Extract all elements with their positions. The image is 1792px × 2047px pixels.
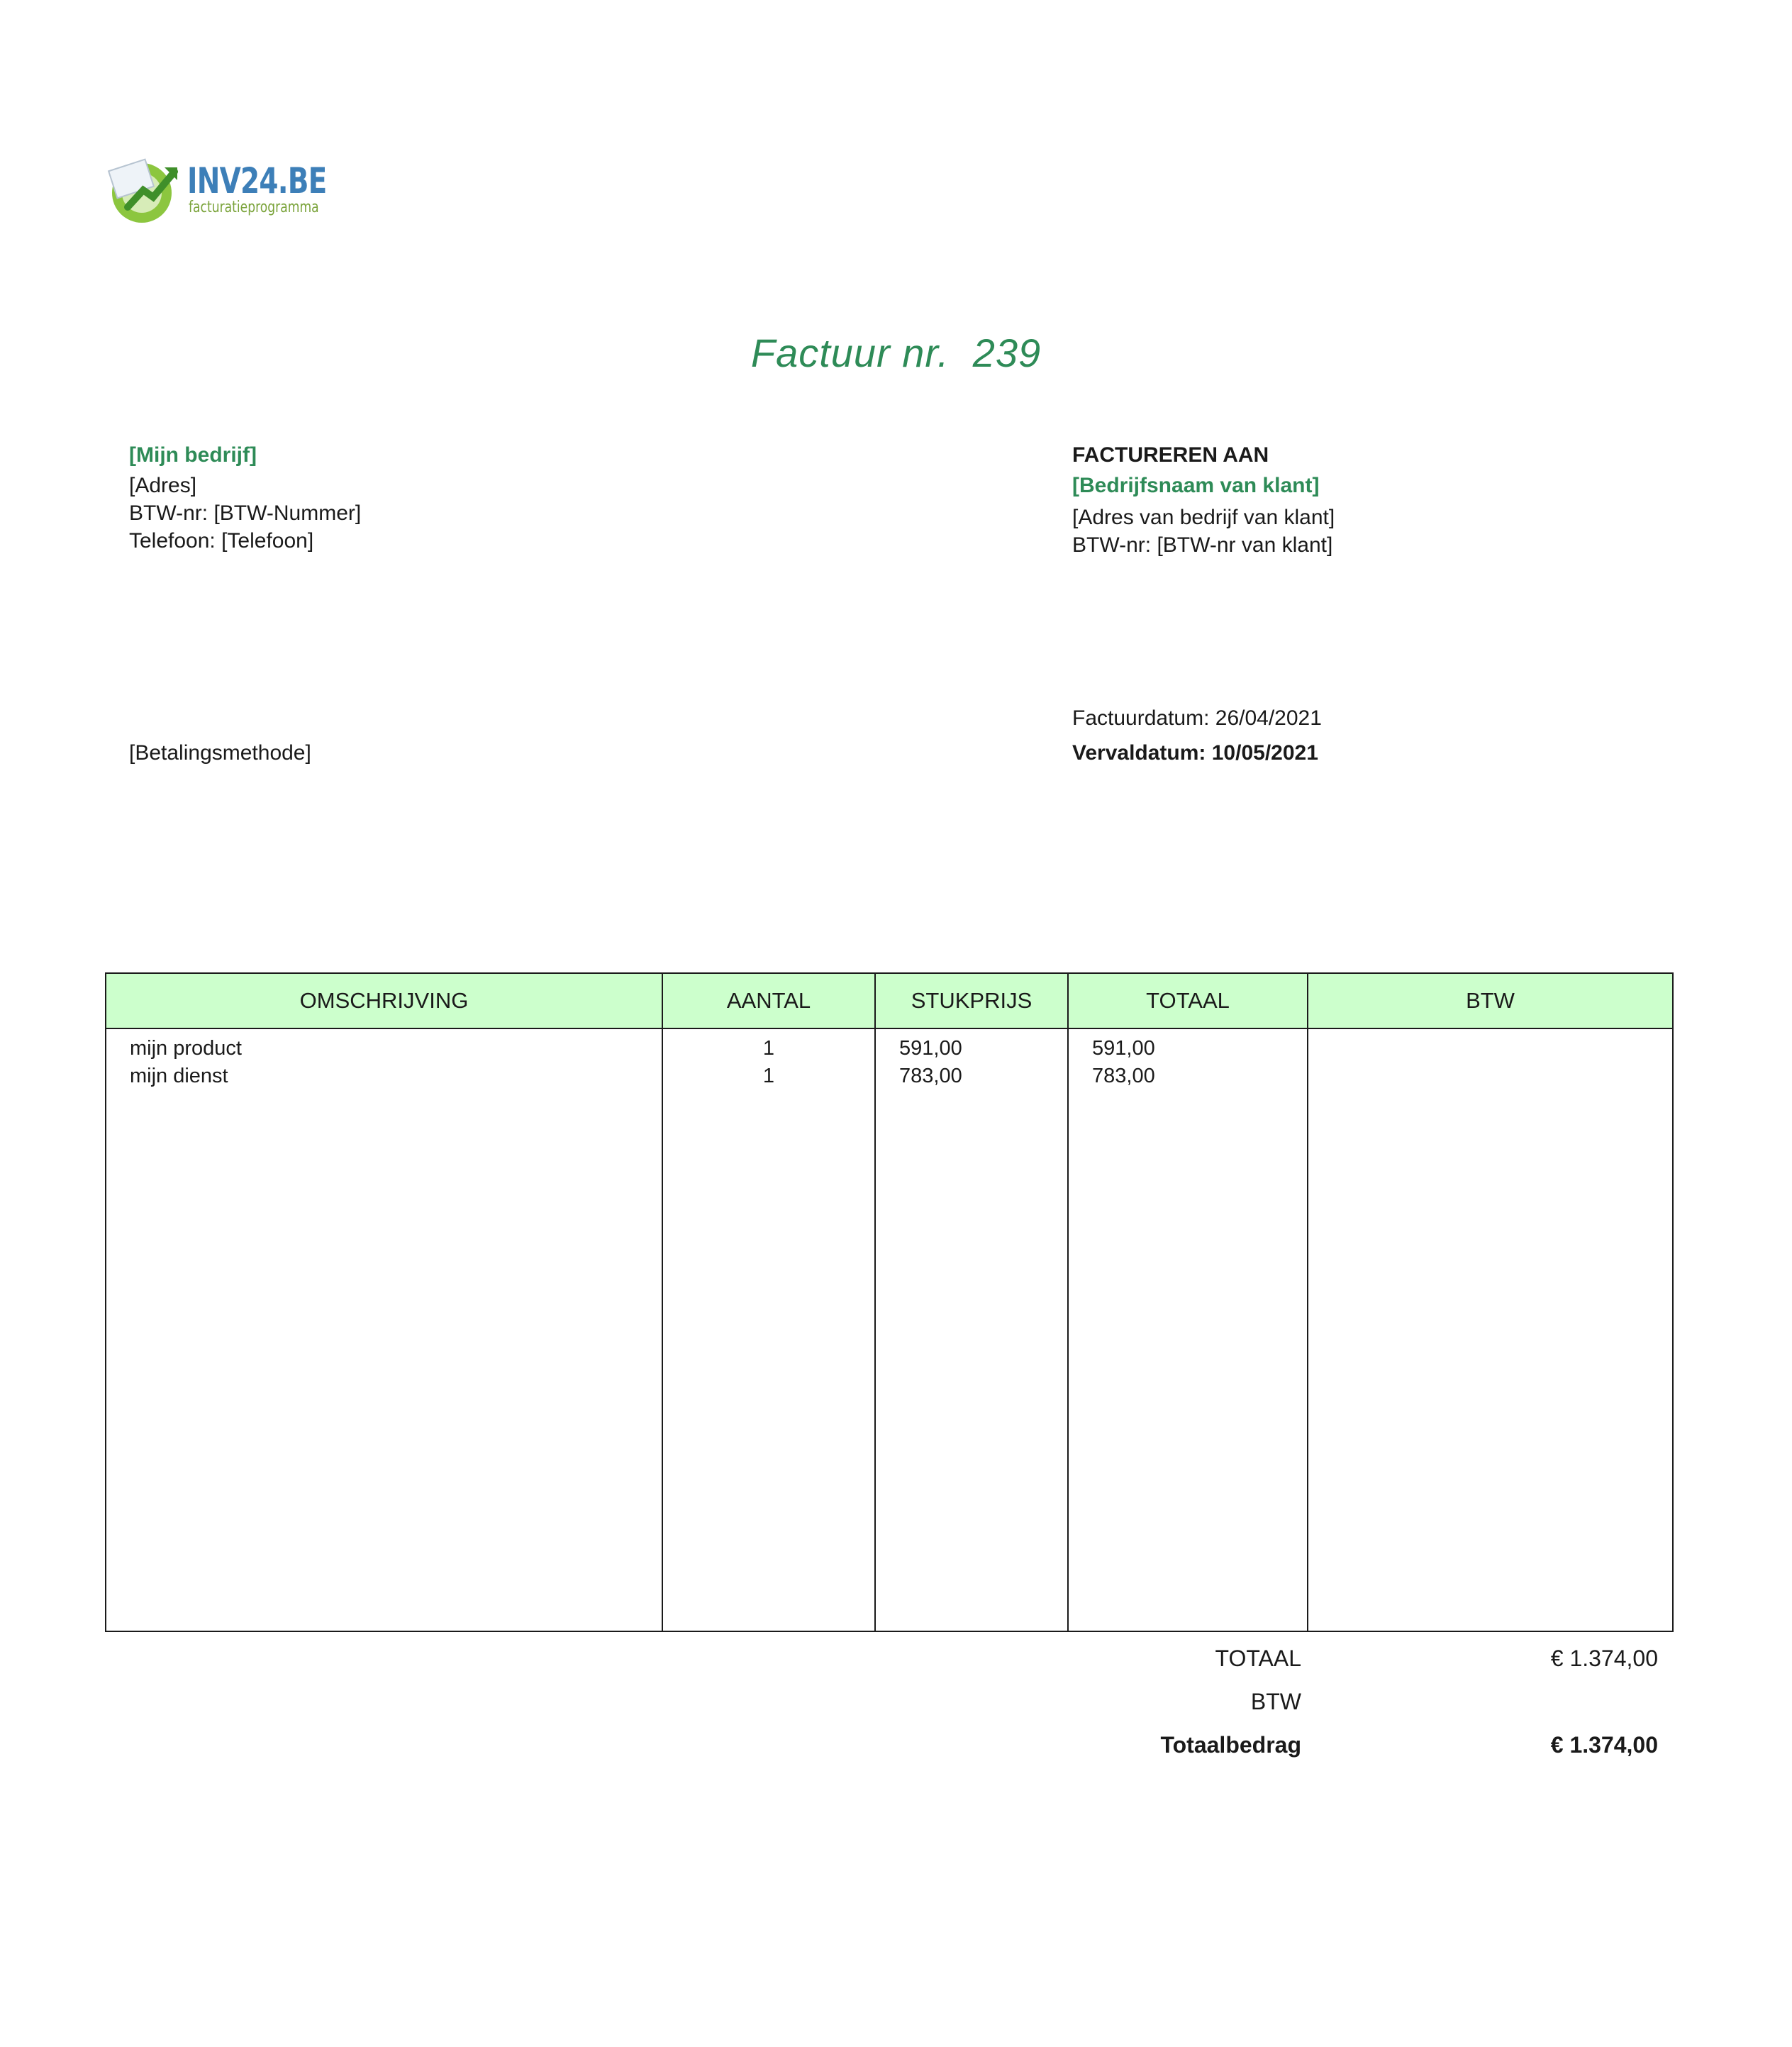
vat-label: BTW bbox=[1250, 1689, 1301, 1714]
row-1-unit-price: 591,00 bbox=[899, 1037, 962, 1060]
logo-tagline: facturatieprogramma bbox=[189, 199, 319, 216]
vat-column bbox=[1308, 1028, 1673, 1631]
row-1-total: 591,00 bbox=[1092, 1037, 1155, 1060]
table-body bbox=[106, 1028, 1673, 1631]
invoice-date: Factuurdatum: 26/04/2021 bbox=[1072, 706, 1322, 730]
subtotal-value: € 1.374,00 bbox=[1550, 1646, 1658, 1671]
buyer-vat: BTW-nr: [BTW-nr van klant] bbox=[1072, 533, 1333, 557]
header-total: TOTAAL bbox=[1068, 973, 1308, 1028]
row-2-description: mijn dienst bbox=[130, 1065, 228, 1087]
header-quantity: AANTAL bbox=[662, 973, 875, 1028]
grand-total-label: Totaalbedrag bbox=[1160, 1732, 1301, 1758]
unit-price-column bbox=[875, 1028, 1068, 1631]
row-1-description: mijn product bbox=[130, 1037, 242, 1060]
quantity-column bbox=[662, 1028, 875, 1631]
row-2-total: 783,00 bbox=[1092, 1065, 1155, 1087]
logo-name: INV24.BE bbox=[187, 160, 327, 201]
header-vat: BTW bbox=[1308, 973, 1673, 1028]
seller-address: [Adres] bbox=[129, 474, 197, 497]
invoice-items-table bbox=[105, 972, 1674, 1632]
logo-icon bbox=[106, 155, 184, 226]
description-column bbox=[106, 1028, 662, 1631]
row-1-quantity: 1 bbox=[762, 1037, 775, 1060]
row-2-quantity: 1 bbox=[762, 1065, 775, 1087]
invoice-title bbox=[0, 330, 1792, 376]
table-header-row bbox=[106, 973, 1673, 1028]
total-column bbox=[1068, 1028, 1308, 1631]
company-logo bbox=[106, 155, 327, 226]
invoice-number: 239 bbox=[972, 331, 1042, 375]
grand-total-value: € 1.374,00 bbox=[1550, 1732, 1658, 1758]
buyer-address: [Adres van bedrijf van klant] bbox=[1072, 506, 1335, 529]
row-2-unit-price: 783,00 bbox=[899, 1065, 962, 1087]
seller-phone: Telefoon: [Telefoon] bbox=[129, 529, 314, 553]
bill-to-heading: FACTUREREN AAN bbox=[1072, 443, 1269, 467]
seller-name: [Mijn bedrijf] bbox=[129, 443, 257, 467]
header-description: OMSCHRIJVING bbox=[106, 973, 662, 1028]
header-unit-price: STUKPRIJS bbox=[875, 973, 1068, 1028]
due-date: Vervaldatum: 10/05/2021 bbox=[1072, 741, 1318, 765]
subtotal-label: TOTAAL bbox=[1215, 1646, 1301, 1671]
seller-vat: BTW-nr: [BTW-Nummer] bbox=[129, 501, 362, 525]
buyer-name: [Bedrijfsnaam van klant] bbox=[1072, 474, 1320, 497]
invoice-title-prefix: Factuur nr. bbox=[750, 331, 950, 375]
payment-method: [Betalingsmethode] bbox=[129, 741, 311, 765]
